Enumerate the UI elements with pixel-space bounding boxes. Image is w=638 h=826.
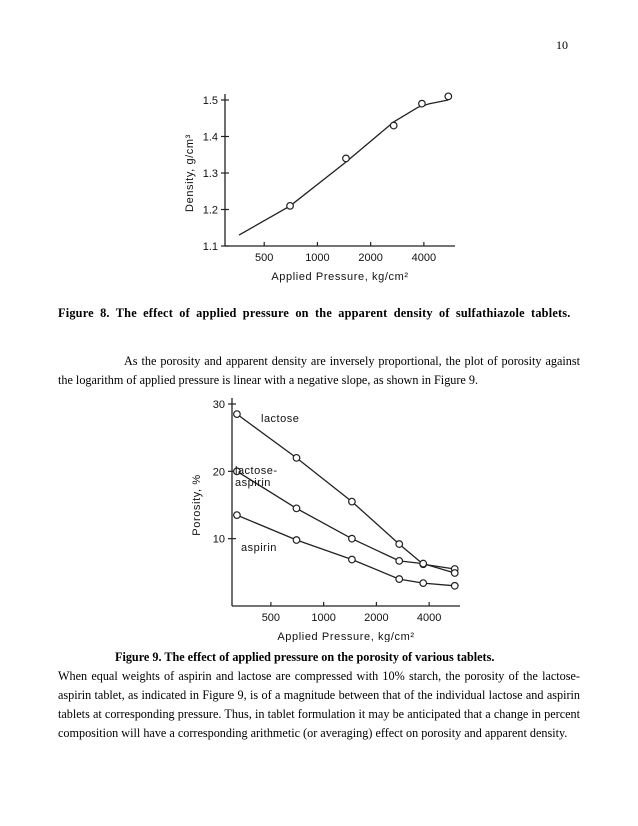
y-tick-label: 10	[212, 533, 225, 546]
data-point	[287, 203, 294, 210]
x-tick-label: 4000	[411, 252, 437, 264]
figure-8-caption: Figure 8. The effect of applied pressure on the apparent density of sulfathiazole tablets.	[58, 306, 571, 320]
data-point	[349, 556, 356, 563]
data-point	[234, 411, 241, 418]
data-point	[396, 576, 403, 583]
data-point	[419, 100, 426, 107]
data-point	[420, 560, 427, 567]
data-point	[445, 93, 452, 100]
data-point	[343, 155, 350, 162]
figure-9-caption: Figure 9. The effect of applied pressure on the porosity of various tablets.	[115, 650, 495, 664]
y-tick-label: 1.5	[202, 95, 218, 107]
figure-9	[175, 392, 475, 642]
data-point	[420, 580, 427, 587]
x-tick-label: 500	[261, 612, 281, 624]
data-point	[293, 505, 300, 512]
y-tick-label: 20	[212, 466, 225, 479]
page-number: 10	[556, 38, 568, 52]
data-point	[390, 122, 397, 129]
series-label: aspirin	[241, 542, 277, 554]
series-label: lactose	[261, 413, 300, 425]
series-label: lactose-	[235, 465, 278, 477]
data-point	[451, 583, 458, 590]
data-point	[293, 537, 300, 544]
x-axis-label: Applied Pressure, kg/cm²	[277, 631, 415, 642]
x-tick-label: 2000	[358, 252, 383, 264]
data-point	[451, 570, 458, 577]
data-point	[293, 455, 300, 462]
x-axis-label: Applied Pressure, kg/cm²	[271, 271, 409, 283]
x-tick-label: 1000	[311, 612, 336, 624]
series-line	[239, 100, 448, 235]
figure-8	[170, 78, 470, 300]
y-tick-label: 30	[212, 399, 225, 411]
density-chart	[170, 78, 470, 300]
x-tick-label: 1000	[305, 252, 330, 264]
paragraph-2: When equal weights of aspirin and lactose are compressed with 10% starch, the porosity of the lactose-aspirin tablet, as indicated in Figure 9, is of a magnitude between that of the individual lactose and aspirin tablets at corresponding pressure. Thus, in tablet formulation it may be anticipated that a change in percent composition will have a corresponding arithmetic (or averaging) effect on porosity and apparent density.	[58, 669, 580, 740]
data-point	[234, 512, 241, 519]
paragraph-1: As the porosity and apparent density are inversely proportional, the plot of porosity against the logarithm of applied pressure is linear with a negative slope, as shown in Figure 9.	[58, 354, 580, 387]
y-tick-label: 1.2	[202, 204, 218, 217]
series-label: aspirin	[235, 477, 271, 489]
x-tick-label: 500	[255, 252, 274, 264]
y-axis-label: Density, g/cm³	[184, 134, 196, 212]
y-tick-label: 1.3	[202, 168, 218, 180]
data-point	[396, 541, 403, 548]
data-point	[396, 558, 403, 565]
x-tick-label: 2000	[364, 612, 389, 624]
y-axis-label: Porosity, %	[191, 474, 203, 536]
y-tick-label: 1.4	[202, 131, 218, 144]
data-point	[349, 535, 356, 542]
x-tick-label: 4000	[416, 612, 442, 624]
porosity-chart	[175, 392, 475, 642]
y-tick-label: 1.1	[202, 241, 218, 253]
data-point	[349, 498, 356, 505]
